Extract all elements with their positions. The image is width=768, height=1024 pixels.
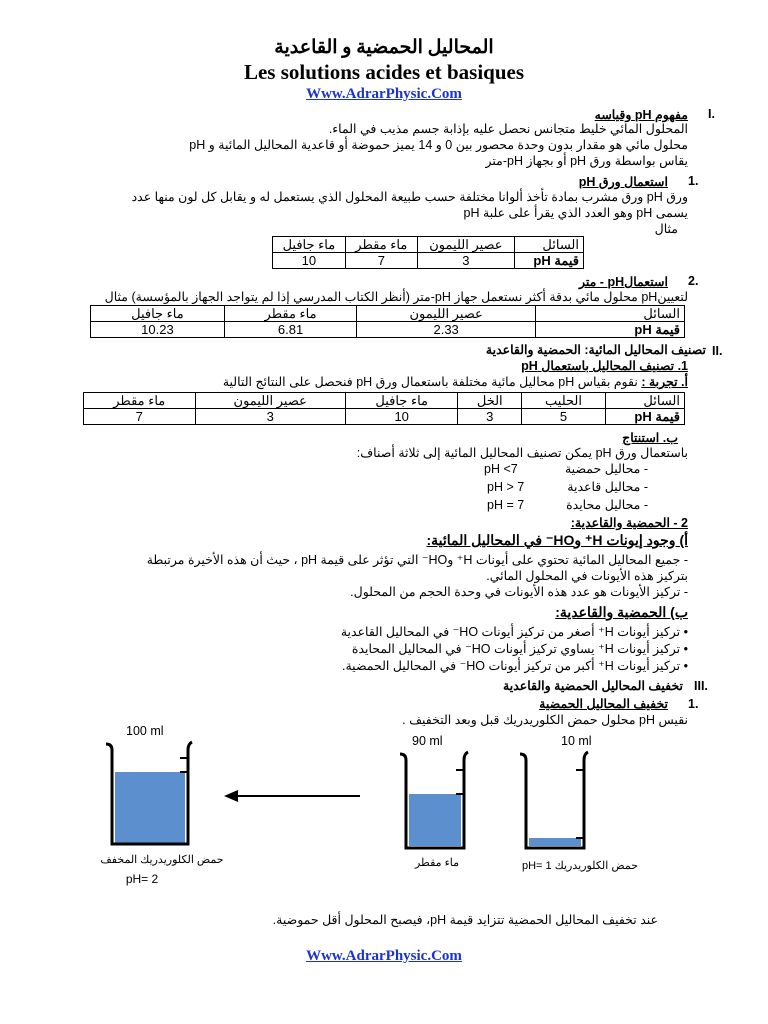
b-item-3: • تركيز أيونات H⁺ أكبر من تركيز أيونات HO⁻ في المحاليل الحمضية.: [342, 659, 688, 673]
table-cell: عصير الليمون: [357, 306, 536, 322]
beaker-2-caption: ماء مقطر: [414, 857, 460, 869]
section-3-title: تخفيف المحاليل الحمضية والقاعدية: [503, 679, 683, 693]
beaker-concentrated-acid: [516, 748, 592, 852]
table-cell: الخل: [458, 393, 522, 409]
s3-sub1-title: تخفيف المحاليل الحمضية: [539, 697, 668, 711]
s1-example-label: مثال: [654, 222, 678, 236]
beaker-1-volume: 100 ml: [126, 724, 164, 738]
table-cell: الحليب: [522, 393, 606, 409]
table-cell: ماء جافيل: [345, 393, 458, 409]
beaker-2-volume: 90 ml: [412, 734, 443, 748]
s1-line1: المحلول المائي خليط متجانس نحصل عليه بإذابة جسم مذيب في الماء.: [328, 122, 688, 136]
table-row: [91, 322, 685, 338]
site-link-top[interactable]: Www.AdrarPhysic.Com: [306, 86, 462, 102]
table-cell: 2.33: [357, 322, 536, 338]
table-ph-meter: [90, 305, 685, 338]
table-cell: عصير الليمون: [195, 393, 345, 409]
s1-sub2-line1: لتعيينpH محلول مائي بدقة أكثر نستعمل جهاز pH-متر (أنظر الكتاب المدرسي إذا لم يتواجد الجهاز بالمؤسسة) مثال: [104, 290, 688, 304]
b-item-1: • تركيز أيونات H⁺ أصغر من تركيز أيونات HO⁻ في المحاليل القاعدية: [340, 625, 688, 639]
table-cell: السائل: [515, 237, 584, 253]
table-row: [273, 237, 584, 253]
table-row: [273, 253, 584, 269]
table-cell: 6.81: [224, 322, 356, 338]
section-2-number: II.: [712, 344, 723, 358]
s2-a-line2: بتركيز هذه الأيونات في المحلول المائي.: [486, 569, 688, 583]
beaker-1-ph: pH= 2: [125, 872, 159, 886]
s2-experiment-line: [88, 375, 688, 390]
title-french: Les solutions acides et basiques: [243, 60, 525, 84]
table-cell: ماء مقطر: [84, 393, 196, 409]
table-cell: 10.23: [91, 322, 225, 338]
s2-sub1-title: 1. تصنيف المحاليل باستعمال pH: [521, 359, 688, 373]
experiment-text: نقوم بقياس pH محاليل مائية مختلفة باستعمال ورق pH فنحصل على النتائج التالية: [222, 375, 638, 389]
beaker-1-caption: حمض الكلوريدريك المخفف: [100, 854, 224, 866]
class-acidic-cond: pH <7: [484, 462, 518, 476]
class-acidic: - محاليل حمضية: [564, 462, 648, 476]
section-3-number: III.: [694, 679, 708, 693]
s2-a-title: أ) وجود إيونات H⁺ وHO⁻ في المحاليل المائية:: [426, 532, 688, 548]
s1-sub1-line1: ورق pH ورق مشرب بمادة تأخذ ألوانا مختلفة حسب طبيعة المحلول الذي يستعمل له و يقابل كل لون منها عدد: [131, 190, 688, 204]
section-2-title: تصنيف المحاليل المائية: الحمضية والقاعدية: [485, 343, 706, 357]
beaker-liquid: [529, 838, 581, 846]
table-cell: ماء مقطر: [224, 306, 356, 322]
s1-line2: pH محلول مائي هو مقدار بدون وحدة محصور بين 0 و 14 يميز حموضة أو قاعدية المحاليل المائية و: [189, 138, 688, 152]
class-basic-cond: pH > 7: [487, 480, 525, 494]
beaker-3-caption: حمض الكلوريدريك pH= 1: [521, 860, 639, 872]
table-cell: 7: [345, 253, 417, 269]
table-cell: 10: [345, 409, 458, 425]
table-cell: 10: [273, 253, 346, 269]
beaker-diluted-acid: [100, 738, 196, 850]
s1-sub1-line2: يسمى pH وهو العدد الذي يقرأ على علبة pH: [463, 206, 688, 220]
experiment-label: أ. تجربة :: [641, 375, 688, 389]
s2-sub2-title: 2 - الحمضية والقاعدية:: [570, 516, 688, 530]
conclusion-text: باستعمال ورق pH يمكن تصنيف المحاليل المائية إلى ثلاثة أصناف:: [356, 446, 688, 460]
table-classification: [83, 392, 685, 425]
table-cell: 5: [522, 409, 606, 425]
b-item-2: • تركيز أيونات H⁺ يساوي تركيز أيونات HO⁻ في المحاليل المحايدة: [351, 642, 688, 656]
table-cell: 3: [458, 409, 522, 425]
table-cell: السائل: [606, 393, 685, 409]
title-arabic: المحاليل الحمضية و القاعدية: [274, 37, 494, 58]
s3-sub1-number: 1.: [688, 697, 699, 711]
s1-sub2-title: استعمالpH - متر: [578, 275, 668, 289]
class-basic: - محاليل قاعدية: [567, 480, 648, 494]
dilution-conclusion: عند تخفيف المحاليل الحمضية تتزايد قيمة pH، فيصبح المحلول أقل حموضية.: [272, 913, 658, 927]
class-neutral: - محاليل محايدة: [566, 498, 648, 512]
beaker-3-volume: 10 ml: [561, 734, 592, 748]
table-cell: ماء جافيل: [91, 306, 225, 322]
table-cell: السائل: [536, 306, 685, 322]
s1-sub1-title: استعمال ورق pH: [578, 175, 668, 189]
table-cell: 3: [417, 253, 514, 269]
section-1-number: I.: [708, 107, 715, 121]
site-link-bottom[interactable]: Www.AdrarPhysic.Com: [306, 948, 462, 964]
table-cell: 7: [84, 409, 196, 425]
table-row: [91, 306, 685, 322]
arrow-left-icon: [222, 788, 362, 804]
s2-b-title: ب) الحمضية والقاعدية:: [555, 604, 688, 620]
table-row: [84, 409, 685, 425]
table-cell: قيمة pH: [536, 322, 685, 338]
beaker-liquid: [115, 772, 185, 844]
s2-a-line1: - جميع المحاليل المائية تحتوي على أيونات H⁺ وHO⁻ التي تؤثر على قيمة pH ، حيث أن هذه الأخيرة مرتبطة: [146, 553, 688, 567]
s3-sub1-text: نقيس pH محلول حمض الكلوريدريك قبل وبعد التخفيف .: [402, 713, 688, 727]
table-row: [84, 393, 685, 409]
s1-line3: يقاس بواسطة ورق pH أو بجهاز pH-متر: [485, 154, 688, 168]
table-cell: ماء مقطر: [345, 237, 417, 253]
table-cell: 3: [195, 409, 345, 425]
table-cell: عصير الليمون: [417, 237, 514, 253]
table-cell: قيمة pH: [515, 253, 584, 269]
table-cell: قيمة pH: [606, 409, 685, 425]
beaker-distilled-water: [396, 748, 472, 852]
table-ph-paper: [272, 236, 584, 269]
beaker-liquid: [409, 794, 461, 846]
s1-sub1-number: 1.: [688, 174, 699, 188]
section-1-title: مفهوم pH وقياسه: [594, 108, 688, 122]
table-cell: ماء جافيل: [273, 237, 346, 253]
s1-sub2-number: 2.: [688, 274, 699, 288]
conclusion-label: ب. استنتاج: [622, 431, 678, 445]
class-neutral-cond: pH = 7: [487, 498, 525, 512]
s2-a-line3: - تركيز الأيونات هو عدد هذه الأيونات في وحدة الحجم من المحلول.: [350, 585, 688, 599]
